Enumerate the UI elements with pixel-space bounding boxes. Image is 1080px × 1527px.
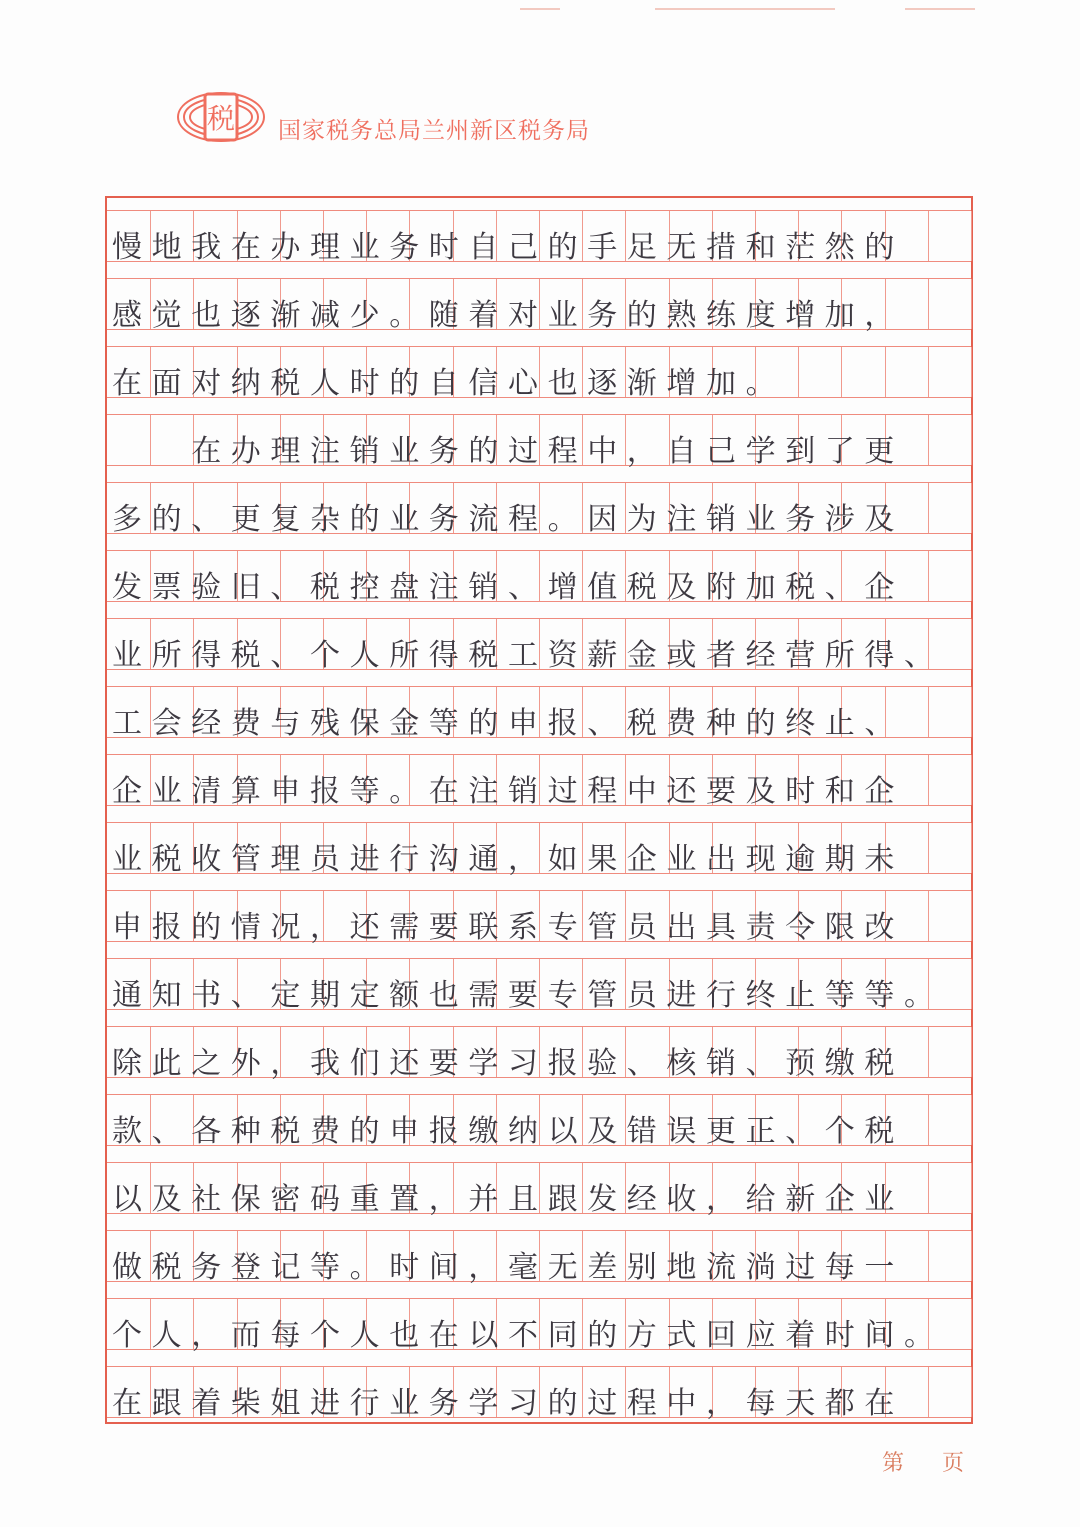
grid-cell xyxy=(971,755,1012,805)
text-line: 业税收管理员进行沟通，如果企业出现逾期未 xyxy=(112,842,904,877)
text-line: 款、各种税费的申报缴纳以及错误更正、个税 xyxy=(112,1114,904,1149)
grid-cell xyxy=(971,1231,1012,1281)
text-line: 多的、更复杂的业务流程。因为注销业务涉及 xyxy=(112,502,904,537)
page-label-left: 第 xyxy=(882,1451,905,1476)
text-line: 个人，而每个人也在以不同的方式回应着时间。 xyxy=(112,1318,944,1353)
grid-cell xyxy=(971,1299,1012,1349)
grid-cell xyxy=(971,483,1012,533)
page-label-right: 页 xyxy=(942,1451,965,1476)
text-line: 发票验旧、税控盘注销、增值税及附加税、企 xyxy=(112,570,904,605)
grid-cell xyxy=(971,415,1012,465)
grid-cell xyxy=(971,279,1012,329)
text-line: 在跟着柴姐进行业务学习的过程中，每天都在 xyxy=(112,1386,904,1421)
grid-cell xyxy=(971,823,1012,873)
grid-cell xyxy=(971,347,1012,397)
text-line: 做税务登记等。时间，毫无差别地流淌过每一 xyxy=(112,1250,904,1285)
top-edge-marks xyxy=(0,0,1080,14)
text-line: 业所得税、个人所得税工资薪金或者经营所得、 xyxy=(112,638,944,673)
grid-cell xyxy=(971,619,1012,669)
text-line: 工会经费与残保金等的申报、税费种的终止、 xyxy=(112,706,904,741)
grid-cell xyxy=(971,687,1012,737)
organization-name: 国家税务总局兰州新区税务局 xyxy=(278,118,590,144)
text-line: 申报的情况，还需要联系专管员出具责令限改 xyxy=(112,910,904,945)
grid-cell xyxy=(971,1163,1012,1213)
logo-seal-glyph: 税 xyxy=(206,102,236,135)
grid-cell xyxy=(971,891,1012,941)
grid-cell xyxy=(971,1367,1012,1417)
text-line: 慢地我在办理业务时自己的手足无措和茫然的 xyxy=(112,230,904,265)
text-line: 感觉也逐渐减少。随着对业务的熟练度增加， xyxy=(112,298,904,333)
grid-cell xyxy=(971,211,1012,261)
text-line: 除此之外，我们还要学习报验、核销、预缴税 xyxy=(112,1046,904,1081)
grid-cell xyxy=(971,551,1012,601)
text-line: 在办理注销业务的过程中，自己学到了更 xyxy=(112,434,904,469)
grid-cell xyxy=(971,1095,1012,1145)
text-line: 通知书、定期定额也需要专管员进行终止等等。 xyxy=(112,978,944,1013)
text-line: 以及社保密码重置，并且跟发经收，给新企业 xyxy=(112,1182,904,1217)
grid-cell xyxy=(971,959,1012,1009)
text-line: 在面对纳税人时的自信心也逐渐增加。 xyxy=(112,366,786,401)
grid-cell xyxy=(971,1027,1012,1077)
tax-bureau-logo xyxy=(176,88,266,146)
text-line: 企业清算申报等。在注销过程中还要及时和企 xyxy=(112,774,904,809)
